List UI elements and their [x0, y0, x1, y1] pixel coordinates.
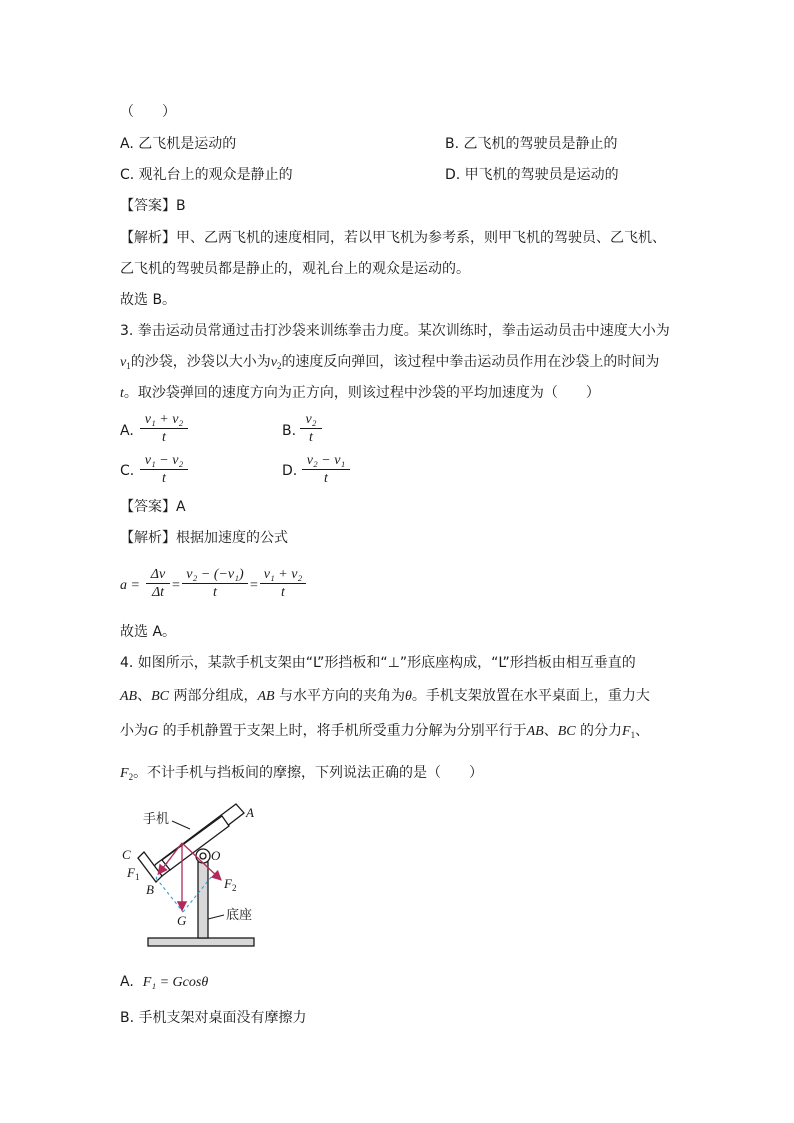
analysis-text: 根据加速度的公式	[176, 530, 288, 546]
option-formula: F₁ = Gcosθ	[142, 975, 209, 990]
q2-option-d: D. 甲飞机的驾驶员是运动的	[445, 167, 619, 183]
option-label: A.	[120, 974, 134, 990]
f1-sub: 1	[134, 872, 140, 882]
label-a: A	[246, 805, 254, 820]
base-leader-line	[208, 915, 224, 919]
sub-2: 2	[128, 772, 134, 782]
denominator: t	[324, 471, 328, 486]
q3-option-d-label: D.	[282, 463, 298, 479]
var-v1: v	[120, 355, 127, 370]
dash-line	[156, 878, 183, 912]
var-bc: BC	[557, 724, 576, 739]
q4-text: 、	[543, 723, 558, 739]
label-g: G	[177, 913, 187, 928]
sub-2: 2	[276, 361, 282, 371]
q4-text: 小为	[120, 723, 148, 739]
q4-text: 、	[635, 723, 650, 739]
q4-text: 。手机支架放置在水平桌面上，重力大	[411, 688, 650, 704]
sub-1: 1	[126, 361, 131, 371]
q4-text: 的分力	[575, 723, 623, 739]
var-v2: v	[270, 355, 277, 370]
var-theta: θ	[405, 689, 412, 704]
numerator: v₂ − (−v₁)	[186, 567, 244, 582]
f2-letter: F	[224, 876, 232, 891]
q3-conclusion: 故选 A。	[120, 624, 177, 640]
q4-text: 两部分组成，	[169, 688, 258, 704]
sub-1: 1	[630, 730, 636, 740]
q3-stem-line1: 3. 拳击运动员常通过击打沙袋来训练拳击力度。某次训练时，拳击运动员击中速度大小为	[120, 323, 670, 339]
denominator: t	[162, 471, 166, 486]
base-plate	[148, 938, 254, 946]
var-bc: BC	[151, 689, 169, 704]
pivot-inner	[200, 853, 206, 859]
support-post	[198, 862, 208, 938]
label-f1	[127, 863, 139, 887]
q3-text: 的速度反向弹回，该过程中拳击运动员作用在沙袋上的时间为	[281, 354, 660, 370]
answer-tag: 【答案】	[120, 198, 176, 214]
q4-option-b: B. 手机支架对桌面没有摩擦力	[120, 1010, 307, 1026]
q3-text: 的沙袋，沙袋以大小为	[130, 354, 271, 370]
q3-option-b-label: B.	[282, 423, 297, 439]
answer-value: B	[176, 198, 186, 214]
label-o: O	[211, 848, 221, 863]
q2-option-c: C. 观礼台上的观众是静止的	[120, 167, 293, 183]
var-f1: F	[622, 724, 631, 739]
numerator: v₁ + v₂	[144, 412, 184, 427]
q4-text: 、	[137, 688, 152, 704]
var-ab: AB	[120, 689, 138, 704]
q4-option-a	[120, 972, 208, 993]
q2-analysis-line2: 乙飞机的驾驶员都是静止的，观礼台上的观众是运动的。	[120, 261, 470, 277]
q4-stem-line1: 4. 如图所示，某款手机支架由“L”形挡板和“⊥”形底座构成，“L”形挡板由相互垂直的	[120, 655, 636, 671]
denominator: t	[162, 430, 166, 445]
q3-option-a-label: A.	[120, 423, 134, 439]
q4-text: 。不计手机与挡板间的摩擦，下列说法正确的是（ ）	[133, 765, 484, 781]
formula-equals-2: =	[250, 578, 258, 593]
f2-sub: 2	[231, 883, 237, 893]
var-t: t	[120, 386, 124, 401]
var-f2: F	[120, 766, 129, 781]
q3-text: 。取沙袋弹回的速度方向为正方向，则该过程中沙袋的平均加速度为（ ）	[123, 385, 600, 401]
label-base: 底座	[226, 908, 253, 923]
analysis-text: 甲、乙两飞机的速度相同，若以甲飞机为参考系，则甲飞机的驾驶员、乙飞机、	[176, 230, 666, 246]
numerator: v₁ − v₂	[144, 453, 184, 468]
numerator: v₂ − v₁	[306, 453, 346, 468]
var-g: G	[148, 724, 159, 739]
label-phone: 手机	[143, 812, 170, 827]
q3-option-c-label: C.	[120, 463, 135, 479]
denominator: t	[309, 430, 313, 445]
formula-a: a =	[120, 578, 140, 593]
denominator: t	[213, 585, 217, 600]
phone-leader-line	[172, 821, 190, 829]
f1-letter: F	[127, 865, 135, 880]
numerator: Δv	[150, 567, 166, 582]
label-c: C	[122, 847, 131, 862]
q2-option-b: B. 乙飞机的驾驶员是静止的	[445, 136, 618, 152]
q2-paren: （ ）	[120, 104, 176, 120]
var-ab: AB	[257, 689, 275, 704]
denominator: t	[281, 585, 285, 600]
q4-text: 的手机静置于支架上时，将手机所受重力分解为分别平行于	[158, 723, 527, 739]
formula-equals-1: =	[172, 578, 180, 593]
analysis-tag: 【解析】	[120, 230, 176, 246]
answer-value: A	[176, 499, 186, 515]
q2-option-a: A. 乙飞机是运动的	[120, 136, 237, 152]
answer-tag: 【答案】	[120, 499, 176, 515]
label-b: B	[146, 882, 154, 897]
analysis-tag: 【解析】	[120, 530, 176, 546]
denominator: Δt	[151, 585, 165, 600]
q2-conclusion: 故选 B。	[120, 292, 177, 308]
label-f2	[224, 874, 236, 898]
q4-text: 与水平方向的夹角为	[274, 688, 406, 704]
numerator: v₁ + v₂	[263, 567, 303, 582]
var-ab: AB	[526, 724, 544, 739]
numerator: v₂	[305, 412, 317, 427]
